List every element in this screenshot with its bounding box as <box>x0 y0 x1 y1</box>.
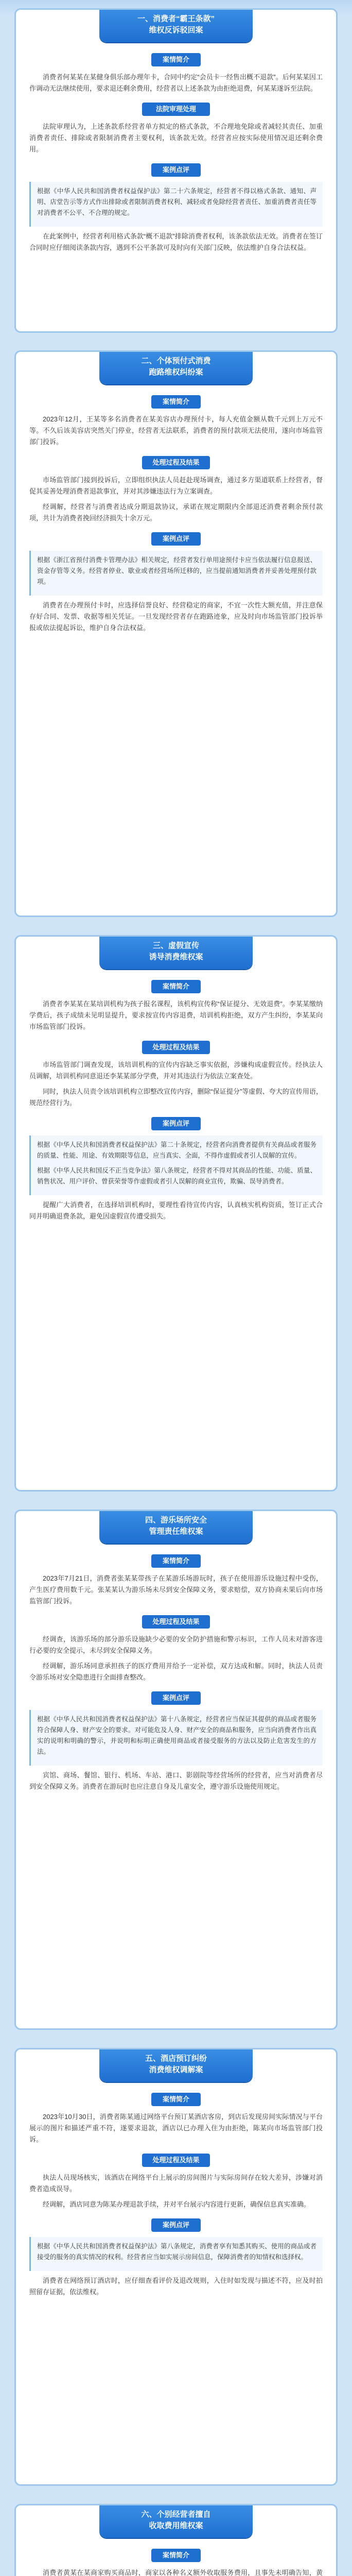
law-quote <box>29 1710 323 1766</box>
section-title-line2: 管理责任维权案 <box>149 1527 203 1536</box>
paragraph: 经调解，经营者与消费者达成分期退款协议，承诺在规定期限内全部退还消费者剩余预付款项，共计为消费者挽回经济损失十余万元。 <box>29 503 323 522</box>
block-label: 案情简介 <box>151 1554 201 1568</box>
block-label: 案例点评 <box>151 1117 201 1130</box>
paragraph: 2023年10月30日，消费者陈某通过网络平台预订某酒店客房，到店后发现房间实际情况与平台展示的图片和描述严重不符，遂要求退款，酒店以已办理入住为由拒绝，陈某向市场监管部门投诉。 <box>29 2113 323 2143</box>
section-title-line1: 一、消费者“霸王条款” <box>137 14 215 23</box>
section-title <box>99 935 253 969</box>
section-title <box>99 8 253 42</box>
case-section <box>14 8 338 333</box>
block-label: 案例点评 <box>151 163 201 177</box>
paragraph: 法院审理认为，上述条款系经营者单方拟定的格式条款，不合理地免除或者减轻其责任、加重消费者责任、排除或者限制消费者主要权利，该条款无效。经营者应按实际使用情况退还剩余费用。 <box>29 123 323 153</box>
section-title <box>99 1510 253 1544</box>
paragraph: 在此案例中，经营者利用格式条款“概不退款”排除消费者权利，该条款依法无效。消费者在签订合同时应仔细阅读条款内容，遇到不公平条款可及时向有关部门反映，依法维护自身合法权益。 <box>29 232 323 251</box>
block-label: 案情简介 <box>151 980 201 993</box>
paragraph: 市场监管部门调查发现，该培训机构的宣传内容缺乏事实依据，涉嫌构成虚假宣传。经执法人员调解，培训机构同意退还李某某部分学费，并对其违法行为依法立案查处。 <box>29 1061 323 1080</box>
paragraph: 经调解，酒店同意为陈某办理退款手续，并对平台展示内容进行更新，确保信息真实准确。 <box>43 2200 311 2208</box>
section-title-line2: 消费维权调解案 <box>149 2065 203 2074</box>
paragraph: 消费者何某某在某健身俱乐部办理年卡，合同中约定“会员卡一经售出概不退款”。后何某某因工作调动无法继续使用，要求退还剩余费用，经营者以上述条款为由拒绝退费，何某某遂诉至法院。 <box>29 73 323 92</box>
case-section <box>14 1510 338 2030</box>
paragraph: 提醒广大消费者，在选择培训机构时，要理性看待宣传内容，认真核实机构资质，签订正式合同并明确退费条款，避免因虚假宣传遭受损失。 <box>29 1201 323 1220</box>
case-section <box>14 350 338 917</box>
paragraph: 根据《中华人民共和国反不正当竞争法》第八条规定，经营者不得对其商品的性能、功能、质量、销售状况、用户评价、曾获荣誉等作虚假或者引人误解的商业宣传，欺骗、误导消费者。 <box>37 1167 316 1185</box>
block-label: 案例点评 <box>151 532 201 546</box>
paragraph: 执法人员现场核实，该酒店在网络平台上展示的房间图片与实际房间存在较大差异，涉嫌对消费者造成误导。 <box>29 2174 323 2193</box>
law-quote <box>29 182 323 227</box>
section-title-line1: 二、个体预付式消费 <box>141 357 211 365</box>
section-title-line2: 维权反诉驳回案 <box>149 26 203 35</box>
section-title-line2: 诱导消费维权案 <box>149 953 203 961</box>
paragraph: 消费者黄某在某商家购买商品时，商家以各种名义额外收取服务费用，且事先未明确告知，黄 <box>43 2569 323 2576</box>
paragraph: 根据《中华人民共和国消费者权益保护法》第十八条规定，经营者应当保证其提供的商品或者服务符合保障人身、财产安全的要求。对可能危及人身、财产安全的商品和服务，应当向消费者作出真实的说明和明确的警示，并说明和标明正确使用商品或者接受服务的方法以及防止危害发生的方法。 <box>37 1716 316 1755</box>
section-title-line1: 六、个别经营者擅自 <box>141 2510 211 2519</box>
section-title <box>99 350 253 384</box>
paragraph: 根据《中华人民共和国消费者权益保护法》第二十六条规定，经营者不得以格式条款、通知、声明、店堂告示等方式作出排除或者限制消费者权利、减轻或者免除经营者责任、加重消费者责任等对消费者不公平、不合理的规定。 <box>37 188 316 216</box>
block-label: 案例点评 <box>151 2218 201 2232</box>
block-label: 处理过程及结果 <box>142 2154 210 2167</box>
block-label: 案情简介 <box>151 395 201 409</box>
paragraph: 2023年12月，王某等多名消费者在某美容店办理预付卡，每人充值金额从数千元到上万元不等。不久后该美容店突然关门停业，经营者无法联系，消费者的预付款项无法使用，遂向市场监管部门投诉。 <box>29 415 323 446</box>
section-title-line1: 五、酒店预订纠纷 <box>145 2054 207 2063</box>
section-title-line2: 收取费用维权案 <box>149 2521 203 2530</box>
paragraph: 宾馆、商场、餐馆、银行、机场、车站、港口、影剧院等经营场所的经营者，应当对消费者尽到安全保障义务。消费者在游玩时也应注意自身及儿童安全，遵守游乐设施使用规定。 <box>29 1771 323 1790</box>
block-label: 处理过程及结果 <box>142 1615 210 1629</box>
block-label: 案情简介 <box>151 2549 201 2562</box>
block-label: 法院审理处理 <box>142 103 210 116</box>
block-label: 处理过程及结果 <box>142 456 210 469</box>
paragraph: 经调解，游乐场同意承担孩子的医疗费用并给予一定补偿，双方达成和解。同时，执法人员责令游乐场对安全隐患进行全面排查整改。 <box>29 1662 323 1681</box>
paragraph: 消费者李某某在某培训机构为孩子报名课程，该机构宣传称“保证提分、无效退费”。李某某缴纳学费后，孩子成绩未见明显提升，要求按宣传内容退费，培训机构拒绝，双方产生纠纷，李某某向市场监管部门投诉。 <box>29 1000 323 1030</box>
paragraph: 消费者在办理预付卡时，应选择信誉良好、经营稳定的商家，不宜一次性大额充值，并注意保存好合同、发票、收据等相关凭证。一旦发现经营者存在跑路迹象，应及时向市场监管部门投诉举报或依法提起诉讼，维护自身合法权益。 <box>29 601 323 632</box>
law-quote <box>29 2237 323 2271</box>
paragraph: 消费者在网络预订酒店时，应仔细查看评价及退改规则，入住时如发现与描述不符，应及时拍照留存证据，依法维权。 <box>29 2277 323 2296</box>
section-title-line2: 跑路维权纠纷案 <box>149 368 203 377</box>
paragraph: 同时，执法人员责令该培训机构立即整改宣传内容，删除“保证提分”等虚假、夸大的宣传用语，规范经营行为。 <box>29 1088 323 1107</box>
block-label: 案情简介 <box>151 53 201 66</box>
block-label: 处理过程及结果 <box>142 1041 210 1054</box>
case-section <box>14 935 338 1492</box>
block-label: 案例点评 <box>151 1691 201 1705</box>
section-title-line1: 三、虚假宣传 <box>152 941 199 950</box>
paragraph: 根据《中华人民共和国消费者权益保护法》第二十条规定，经营者向消费者提供有关商品或者服务的质量、性能、用途、有效期限等信息，应当真实、全面，不得作虚假或者引人误解的宣传。 <box>37 1141 316 1159</box>
paragraph: 根据《浙江省预付消费卡管理办法》相关规定，经营者发行单用途预付卡应当依法履行信息报送、资金存管等义务。经营者停业、歇业或者经营场所迁移的，应当提前通知消费者并妥善处理预付款项。 <box>37 556 316 585</box>
paragraph: 市场监管部门接到投诉后，立即组织执法人员赶赴现场调查，通过多方渠道联系上经营者，督促其妥善处理消费者退款事宜，并对其涉嫌违法行为立案调查。 <box>29 476 323 495</box>
case-section <box>14 2504 338 2576</box>
paragraph: 根据《中华人民共和国消费者权益保护法》第八条规定，消费者享有知悉其购买、使用的商品或者接受的服务的真实情况的权利。经营者应当如实展示房间信息，保障消费者的知情权和选择权。 <box>37 2243 316 2261</box>
section-title <box>99 2504 253 2538</box>
block-label: 案情简介 <box>151 2093 201 2106</box>
law-quote <box>29 551 323 596</box>
law-quote <box>29 1136 323 1195</box>
section-title <box>99 2048 253 2082</box>
section-title-line1: 四、游乐场所安全 <box>145 1516 207 1524</box>
paragraph: 2023年7月21日，消费者张某某带孩子在某游乐场游玩时，孩子在使用游乐设施过程中受伤，产生医疗费用数千元。张某某认为游乐场未尽到安全保障义务，要求赔偿，双方协商未果后向市场监管部门投诉。 <box>29 1574 323 1605</box>
case-section <box>14 2048 338 2486</box>
paragraph: 经调查，该游乐场的部分游乐设施缺少必要的安全防护措施和警示标识，工作人员未对游客进行必要的安全提示，未尽到安全保障义务。 <box>29 1635 323 1654</box>
